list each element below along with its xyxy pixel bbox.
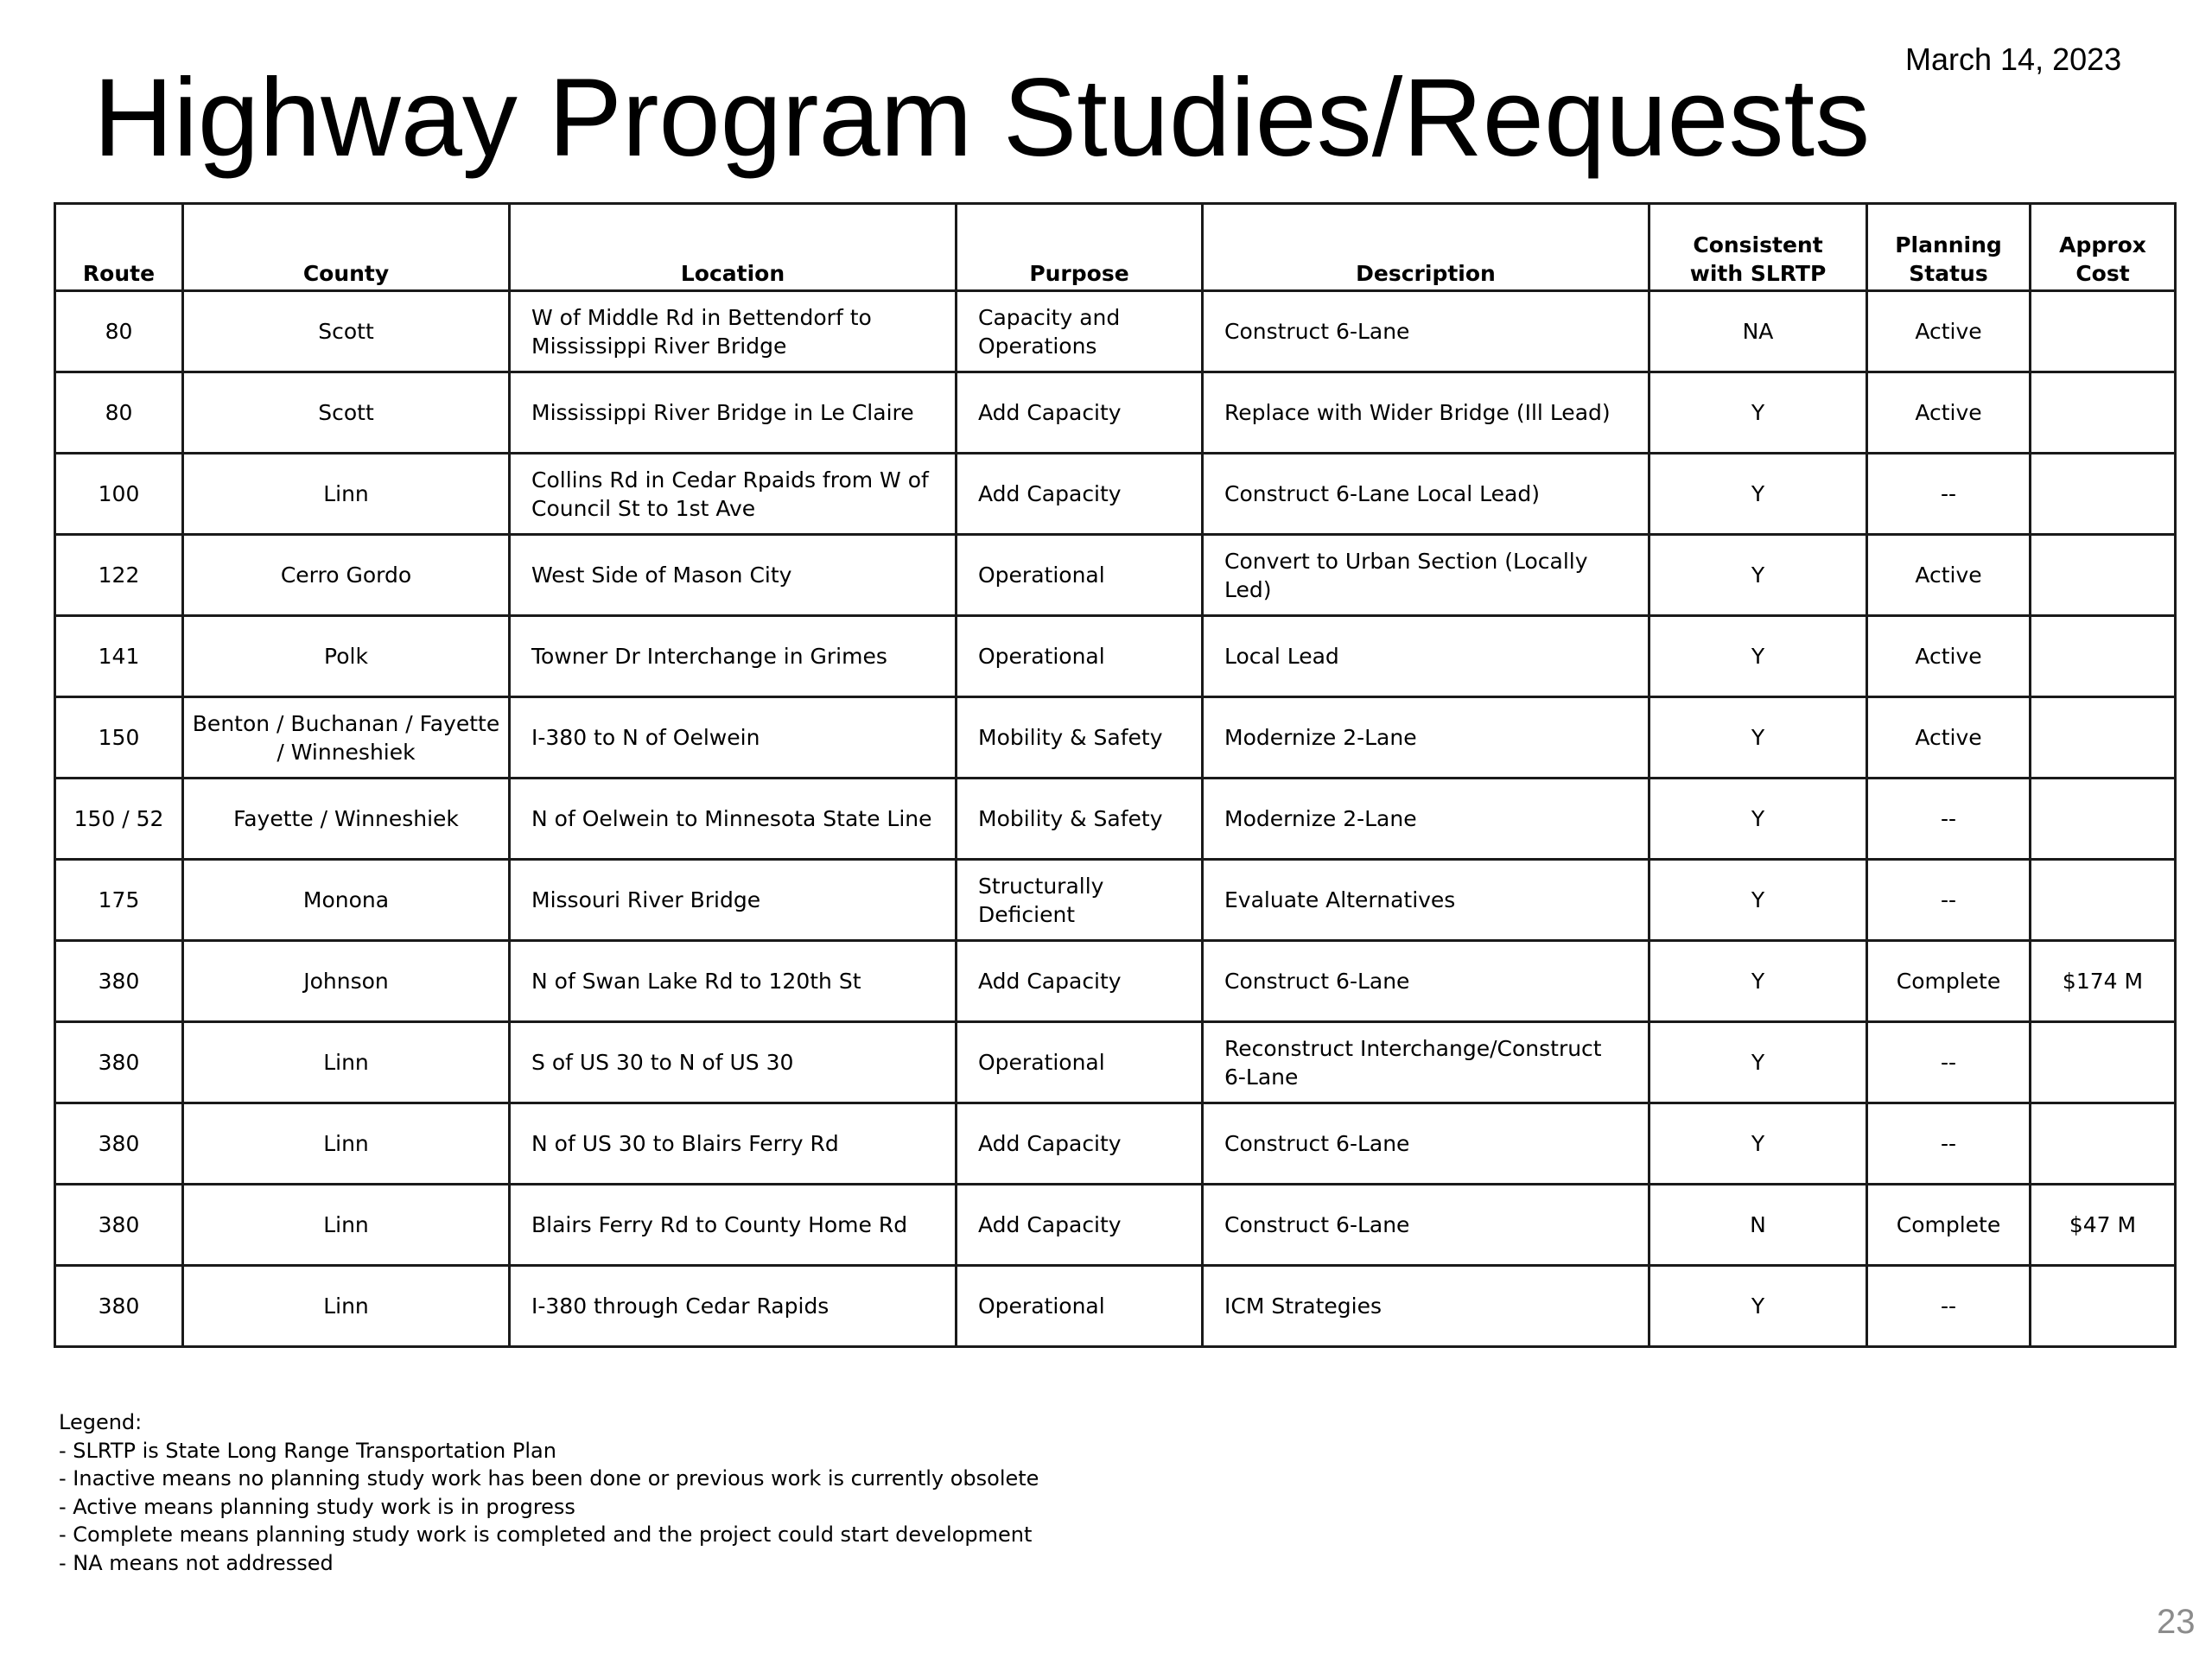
cell-consistent: Y	[1649, 941, 1867, 1022]
page-number: 23	[2157, 1603, 2196, 1641]
cell-route: 150	[55, 697, 183, 779]
cell-county: Fayette / Winneshiek	[183, 779, 510, 860]
header-route: Route	[55, 204, 183, 291]
cell-description: Modernize 2-Lane	[1203, 779, 1649, 860]
table-row	[55, 1103, 2176, 1185]
cell-cost	[2031, 616, 2176, 697]
table-row	[55, 779, 2176, 860]
cell-location: N of Oelwein to Minnesota State Line	[510, 779, 957, 860]
table-row	[55, 697, 2176, 779]
legend	[59, 1408, 1039, 1577]
cell-consistent: Y	[1649, 535, 1867, 616]
cell-description: Construct 6-Lane	[1203, 291, 1649, 372]
cell-county: Linn	[183, 1266, 510, 1347]
cell-purpose: Add Capacity	[957, 372, 1203, 454]
studies-table	[54, 202, 2177, 1348]
cell-description: ICM Strategies	[1203, 1266, 1649, 1347]
cell-status: --	[1867, 860, 2031, 941]
cell-cost	[2031, 860, 2176, 941]
cell-consistent: Y	[1649, 779, 1867, 860]
table-row	[55, 1266, 2176, 1347]
cell-purpose: Add Capacity	[957, 454, 1203, 535]
table-row	[55, 454, 2176, 535]
cell-consistent: N	[1649, 1185, 1867, 1266]
cell-status: Active	[1867, 291, 2031, 372]
cell-county: Monona	[183, 860, 510, 941]
table-header-row	[55, 204, 2176, 291]
cell-county: Polk	[183, 616, 510, 697]
cell-status: Complete	[1867, 1185, 2031, 1266]
cell-consistent: Y	[1649, 697, 1867, 779]
cell-location: W of Middle Rd in Bettendorf to Mississippi River Bridge	[510, 291, 957, 372]
cell-status: Active	[1867, 616, 2031, 697]
legend-item: - SLRTP is State Long Range Transportation Plan	[59, 1438, 556, 1463]
header-county: County	[183, 204, 510, 291]
cell-consistent: Y	[1649, 372, 1867, 454]
cell-purpose: Add Capacity	[957, 1185, 1203, 1266]
cell-location: I-380 to N of Oelwein	[510, 697, 957, 779]
cell-consistent: Y	[1649, 454, 1867, 535]
cell-cost	[2031, 372, 2176, 454]
cell-description: Local Lead	[1203, 616, 1649, 697]
cell-purpose: Operational	[957, 616, 1203, 697]
legend-item: - Active means planning study work is in progress	[59, 1494, 575, 1519]
cell-consistent: Y	[1649, 1022, 1867, 1103]
cell-location: I-380 through Cedar Rapids	[510, 1266, 957, 1347]
cell-route: 380	[55, 1103, 183, 1185]
cell-cost	[2031, 1266, 2176, 1347]
cell-route: 175	[55, 860, 183, 941]
cell-status: --	[1867, 454, 2031, 535]
cell-description: Construct 6-Lane	[1203, 941, 1649, 1022]
cell-description: Construct 6-Lane	[1203, 1185, 1649, 1266]
cell-county: Scott	[183, 372, 510, 454]
cell-route: 122	[55, 535, 183, 616]
table-row	[55, 372, 2176, 454]
cell-cost	[2031, 1022, 2176, 1103]
cell-purpose: Add Capacity	[957, 941, 1203, 1022]
cell-description: Replace with Wider Bridge (Ill Lead)	[1203, 372, 1649, 454]
cell-status: --	[1867, 1266, 2031, 1347]
header-cost: Approx Cost	[2031, 204, 2176, 291]
cell-purpose: Operational	[957, 1266, 1203, 1347]
cell-location: N of US 30 to Blairs Ferry Rd	[510, 1103, 957, 1185]
cell-location: Towner Dr Interchange in Grimes	[510, 616, 957, 697]
legend-title: Legend:	[59, 1410, 143, 1434]
cell-purpose: Mobility & Safety	[957, 697, 1203, 779]
cell-location: Mississippi River Bridge in Le Claire	[510, 372, 957, 454]
cell-location: Blairs Ferry Rd to County Home Rd	[510, 1185, 957, 1266]
cell-description: Construct 6-Lane Local Lead)	[1203, 454, 1649, 535]
table-row	[55, 291, 2176, 372]
cell-route: 380	[55, 941, 183, 1022]
cell-consistent: Y	[1649, 1266, 1867, 1347]
cell-description: Reconstruct Interchange/Construct 6-Lane	[1203, 1022, 1649, 1103]
cell-status: Complete	[1867, 941, 2031, 1022]
legend-item: - Inactive means no planning study work has been done or previous work is currently obsolete	[59, 1466, 1039, 1491]
slide-title: Highway Program Studies/Requests	[93, 56, 1871, 180]
cell-location: Collins Rd in Cedar Rpaids from W of Council St to 1st Ave	[510, 454, 957, 535]
cell-route: 380	[55, 1022, 183, 1103]
cell-route: 380	[55, 1185, 183, 1266]
cell-consistent: Y	[1649, 616, 1867, 697]
cell-county: Cerro Gordo	[183, 535, 510, 616]
cell-cost	[2031, 454, 2176, 535]
cell-consistent: NA	[1649, 291, 1867, 372]
cell-consistent: Y	[1649, 1103, 1867, 1185]
cell-consistent: Y	[1649, 860, 1867, 941]
cell-county: Benton / Buchanan / Fayette / Winneshiek	[183, 697, 510, 779]
cell-purpose: Add Capacity	[957, 1103, 1203, 1185]
cell-county: Linn	[183, 1022, 510, 1103]
cell-cost	[2031, 779, 2176, 860]
header-status: Planning Status	[1867, 204, 2031, 291]
header-consistent: Consistent with SLRTP	[1649, 204, 1867, 291]
cell-location: West Side of Mason City	[510, 535, 957, 616]
table-row	[55, 535, 2176, 616]
legend-item: - Complete means planning study work is completed and the project could start development	[59, 1522, 1033, 1547]
cell-county: Scott	[183, 291, 510, 372]
table-row	[55, 941, 2176, 1022]
cell-purpose: Structurally Deficient	[957, 860, 1203, 941]
cell-route: 150 / 52	[55, 779, 183, 860]
cell-cost	[2031, 291, 2176, 372]
cell-county: Linn	[183, 454, 510, 535]
table-row	[55, 616, 2176, 697]
cell-status: Active	[1867, 697, 2031, 779]
header-location: Location	[510, 204, 957, 291]
cell-purpose: Mobility & Safety	[957, 779, 1203, 860]
header-description: Description	[1203, 204, 1649, 291]
cell-purpose: Operational	[957, 535, 1203, 616]
cell-description: Convert to Urban Section (Locally Led)	[1203, 535, 1649, 616]
cell-cost: $47 M	[2031, 1185, 2176, 1266]
cell-cost: $174 M	[2031, 941, 2176, 1022]
legend-item: - NA means not addressed	[59, 1550, 334, 1575]
table-row	[55, 860, 2176, 941]
cell-status: --	[1867, 1022, 2031, 1103]
cell-location: Missouri River Bridge	[510, 860, 957, 941]
cell-cost	[2031, 1103, 2176, 1185]
slide-date: March 14, 2023	[1905, 41, 2122, 77]
table-row	[55, 1185, 2176, 1266]
table-row	[55, 1022, 2176, 1103]
cell-location: S of US 30 to N of US 30	[510, 1022, 957, 1103]
cell-purpose: Capacity and Operations	[957, 291, 1203, 372]
cell-status: Active	[1867, 535, 2031, 616]
cell-route: 141	[55, 616, 183, 697]
cell-description: Construct 6-Lane	[1203, 1103, 1649, 1185]
cell-location: N of Swan Lake Rd to 120th St	[510, 941, 957, 1022]
studies-table-container	[54, 202, 2174, 1348]
cell-description: Evaluate Alternatives	[1203, 860, 1649, 941]
cell-route: 100	[55, 454, 183, 535]
header-purpose: Purpose	[957, 204, 1203, 291]
cell-county: Linn	[183, 1103, 510, 1185]
cell-description: Modernize 2-Lane	[1203, 697, 1649, 779]
cell-purpose: Operational	[957, 1022, 1203, 1103]
cell-county: Linn	[183, 1185, 510, 1266]
cell-county: Johnson	[183, 941, 510, 1022]
cell-cost	[2031, 697, 2176, 779]
cell-status: --	[1867, 1103, 2031, 1185]
cell-route: 80	[55, 291, 183, 372]
cell-cost	[2031, 535, 2176, 616]
cell-route: 380	[55, 1266, 183, 1347]
cell-status: Active	[1867, 372, 2031, 454]
cell-route: 80	[55, 372, 183, 454]
cell-status: --	[1867, 779, 2031, 860]
